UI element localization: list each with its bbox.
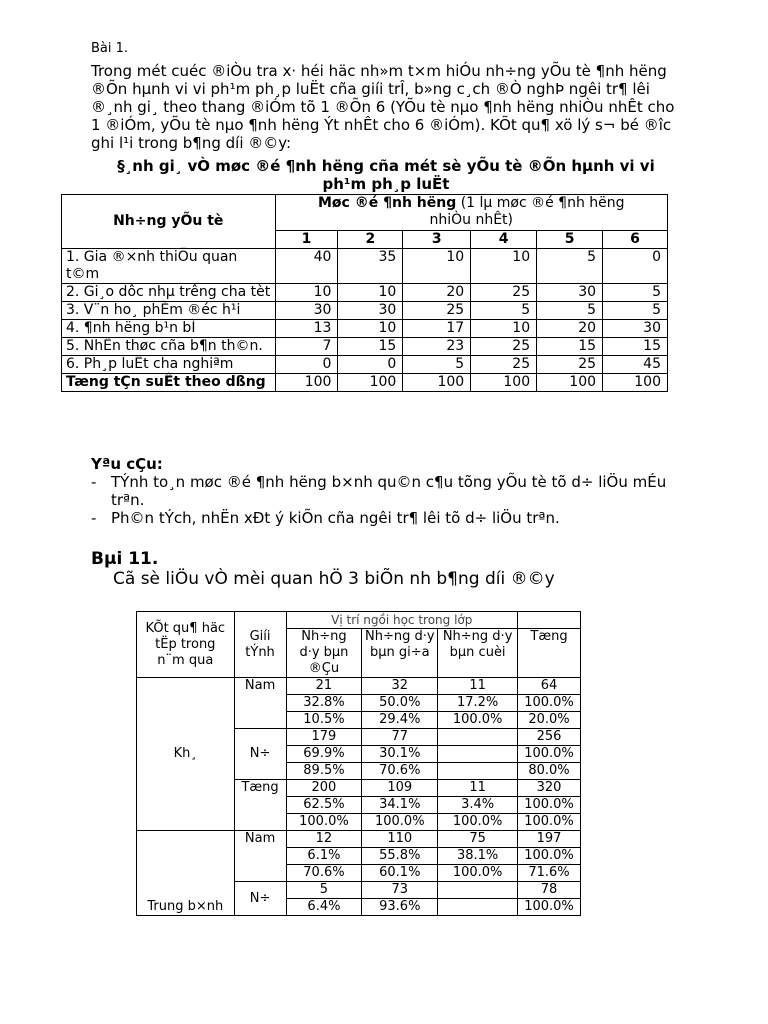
value-cell: 10 [403, 249, 471, 284]
factor-cell: 4. ¶nh hëng b¹n bÌ [62, 320, 276, 338]
caption-line: ph¹m ph¸p luËt [322, 175, 450, 193]
header-line: tÝnh [245, 644, 275, 660]
total-cell: 100 [537, 374, 603, 392]
value-cell: 100.0% [438, 865, 518, 882]
result-group-label: Trung b×nh [137, 831, 235, 916]
value-cell: 100.0% [518, 814, 581, 831]
result-group-label: Kh¸ [137, 678, 235, 831]
value-cell: 10 [275, 284, 338, 302]
level-column-header [275, 195, 667, 231]
value-cell: 77 [362, 729, 438, 746]
value-cell: 38.1% [438, 848, 518, 865]
intro-line: 1 ®iÓm, yÕu tè nµo ¶nh hëng Ýt nhÊt cho 6 ®iÓm). KÕt qu¶ xö lý s¬ bé ®îc [91, 116, 672, 134]
value-cell: 7 [275, 338, 338, 356]
gender-label: Nam [234, 678, 286, 729]
value-cell: 62.5% [286, 797, 362, 814]
factor-influence-table [61, 194, 668, 392]
value-cell: 10 [338, 320, 403, 338]
value-cell: 10.5% [286, 712, 362, 729]
value-cell: 30.1% [362, 746, 438, 763]
value-cell: 5 [537, 249, 603, 284]
value-cell: 71.6% [518, 865, 581, 882]
header-line: ®Çu [308, 661, 340, 676]
header-line: Giíi [249, 628, 271, 644]
level-header: 5 [537, 231, 603, 249]
requirement-text-cont: trªn. [111, 491, 145, 509]
value-cell: 73 [362, 882, 438, 899]
value-cell: 23 [403, 338, 471, 356]
value-cell: 64 [518, 678, 581, 695]
result-column-header [137, 612, 235, 678]
value-cell: 5 [471, 302, 537, 320]
value-cell: 5 [286, 882, 362, 899]
value-cell: 34.1% [362, 797, 438, 814]
value-cell: 11 [438, 780, 518, 797]
value-cell: 32.8% [286, 695, 362, 712]
value-cell: 10 [338, 284, 403, 302]
requirement-text: TÝnh to¸n møc ®é ¶nh hëng b×nh qu©n c¶u tõng yÕu tè tõ d÷ liÖu mÉu [111, 473, 667, 491]
caption-line: §¸nh gi¸ vÒ møc ®é ¶nh hëng cña mét sè yÕu tè ®Õn hµnh vi vi [117, 157, 655, 175]
seat-col-header [438, 629, 518, 678]
factor-cell: 2. Gi¸o dôc nhµ trêng cha tèt [62, 284, 276, 302]
header-line: Nh÷ng d·y [442, 629, 513, 644]
value-cell: 45 [603, 356, 668, 374]
value-cell: 11 [438, 678, 518, 695]
value-cell: 13 [275, 320, 338, 338]
header-line: bµn cuèi [449, 645, 506, 660]
bullet-dash: - [91, 473, 97, 491]
total-cell: 100 [403, 374, 471, 392]
table-row [62, 249, 668, 284]
gender-column-header [234, 612, 286, 678]
value-cell: 109 [362, 780, 438, 797]
value-cell: 32 [362, 678, 438, 695]
factor-cell: 1. Gia ®×nh thiÕu quan t©m [62, 249, 276, 284]
total-cell: 100 [338, 374, 403, 392]
value-cell: 256 [518, 729, 581, 746]
value-cell: 17.2% [438, 695, 518, 712]
value-cell: 69.9% [286, 746, 362, 763]
requirement-item [91, 473, 691, 509]
value-cell: 3.4% [438, 797, 518, 814]
value-cell: 25 [471, 338, 537, 356]
header-line: d·y bµn [299, 645, 349, 660]
table-row [62, 320, 668, 338]
value-cell: 320 [518, 780, 581, 797]
level-header: 1 [275, 231, 338, 249]
value-cell: 12 [286, 831, 362, 848]
value-cell: 25 [471, 356, 537, 374]
value-cell: 93.6% [362, 899, 438, 916]
intro-line: ®Õn hµnh vi vi ph¹m ph¸p luËt cña giíi trÎ, b»ng c¸ch ®Ò nghÞ ngêi tr¶ lêi [91, 80, 650, 98]
value-cell: 100.0% [518, 848, 581, 865]
seat-col-header: Tæng [518, 629, 581, 678]
value-cell: 10 [471, 320, 537, 338]
value-cell: 17 [403, 320, 471, 338]
value-cell: 5 [603, 284, 668, 302]
three-variable-table [136, 611, 581, 916]
value-cell: 6.4% [286, 899, 362, 916]
value-cell: 100.0% [518, 695, 581, 712]
requirement-text: Ph©n tÝch, nhËn xÐt ý kiÕn cña ngêi tr¶ lêi tõ d÷ liÖu trªn. [111, 509, 560, 527]
requirements-section [91, 455, 691, 527]
table-row [62, 284, 668, 302]
value-cell: 100.0% [518, 746, 581, 763]
value-cell: 70.6% [286, 865, 362, 882]
value-cell: 25 [537, 356, 603, 374]
seat-col-header [362, 629, 438, 678]
gender-label: Tæng [234, 780, 286, 831]
value-cell: 0 [338, 356, 403, 374]
value-cell: 100.0% [286, 814, 362, 831]
total-cell: 100 [471, 374, 537, 392]
exercise-11-description: Cã sè liÖu vÒ mèi quan hÖ 3 biÕn nh b¶ng díi ®©y [113, 569, 555, 589]
value-cell: 89.5% [286, 763, 362, 780]
value-cell: 25 [403, 302, 471, 320]
value-cell: 30 [338, 302, 403, 320]
exercise-1-intro [91, 62, 681, 152]
requirement-item [91, 509, 691, 527]
factor-cell: 5. NhËn thøc cña b¶n th©n. [62, 338, 276, 356]
value-cell: 10 [471, 249, 537, 284]
value-cell: 0 [275, 356, 338, 374]
level-header-rest: (1 lµ møc ®é ¶nh hëng [456, 195, 625, 211]
value-cell: 40 [275, 249, 338, 284]
total-row [62, 374, 668, 392]
value-cell: 15 [603, 338, 668, 356]
value-cell [438, 746, 518, 763]
value-cell: 20.0% [518, 712, 581, 729]
value-cell: 100.0% [518, 899, 581, 916]
value-cell: 5 [603, 302, 668, 320]
value-cell [438, 763, 518, 780]
value-cell: 21 [286, 678, 362, 695]
seat-col-header [286, 629, 362, 678]
value-cell: 6.1% [286, 848, 362, 865]
level-header: 6 [603, 231, 668, 249]
gender-label: N÷ [234, 882, 286, 916]
value-cell: 179 [286, 729, 362, 746]
header-line: bµn gi÷a [369, 645, 430, 660]
value-cell: 15 [338, 338, 403, 356]
value-cell: 5 [403, 356, 471, 374]
total-cell: 100 [603, 374, 668, 392]
level-header: 3 [403, 231, 471, 249]
header-line: tËp trong [155, 636, 216, 652]
value-cell: 20 [537, 320, 603, 338]
value-cell: 15 [537, 338, 603, 356]
value-cell: 25 [471, 284, 537, 302]
gender-label: N÷ [234, 729, 286, 780]
value-cell: 30 [603, 320, 668, 338]
value-cell: 75 [438, 831, 518, 848]
value-cell: 110 [362, 831, 438, 848]
intro-line: ®¸nh gi¸ theo thang ®iÓm tõ 1 ®Õn 6 (YÕu tè nµo ¶nh hëng nhiÒu nhÊt cho [91, 98, 675, 116]
table-row [137, 831, 581, 848]
value-cell: 197 [518, 831, 581, 848]
value-cell: 60.1% [362, 865, 438, 882]
seat-position-header: Vị trí ngồi học trong lớp [286, 612, 518, 629]
requirements-title: Yªu cÇu: [91, 455, 163, 473]
bullet-dash: - [91, 509, 97, 527]
value-cell: 100.0% [438, 712, 518, 729]
value-cell [438, 899, 518, 916]
level-header: 2 [338, 231, 403, 249]
value-cell [438, 729, 518, 746]
table-1-caption [91, 157, 681, 193]
level-header-bold: Møc ®é ¶nh hëng [317, 195, 457, 211]
value-cell: 78 [518, 882, 581, 899]
value-cell: 100.0% [438, 814, 518, 831]
intro-line: Trong mét cuéc ®iÒu tra x· héi häc nh»m t×m hiÓu nh÷ng yÕu tè ¶nh hëng [91, 62, 667, 80]
exercise-1-heading: Bài 1. [91, 41, 129, 56]
value-cell: 55.8% [362, 848, 438, 865]
gender-label: Nam [234, 831, 286, 882]
factor-cell: 3. V¨n ho¸ phÈm ®éc h¹i [62, 302, 276, 320]
exercise-11-heading: Bµi 11. [91, 549, 159, 569]
value-cell [438, 882, 518, 899]
value-cell: 50.0% [362, 695, 438, 712]
value-cell: 100.0% [362, 814, 438, 831]
factor-column-header: Nh÷ng yÕu tè [62, 195, 276, 249]
value-cell: 80.0% [518, 763, 581, 780]
factor-cell: 6. Ph¸p luËt cha nghiªm [62, 356, 276, 374]
value-cell: 29.4% [362, 712, 438, 729]
value-cell: 20 [403, 284, 471, 302]
total-label: Tæng tÇn suÊt theo dßng [62, 374, 276, 392]
header-line: KÕt qu¶ häc [145, 620, 226, 636]
value-cell: 0 [603, 249, 668, 284]
table-row [137, 678, 581, 695]
value-cell: 100.0% [518, 797, 581, 814]
header-line: n¨m qua [157, 652, 214, 668]
table-row [62, 302, 668, 320]
header-line: Nh÷ng [301, 629, 347, 644]
empty-header-cell [518, 612, 581, 629]
intro-line: ghi l¹i trong b¶ng díi ®©y: [91, 134, 292, 152]
value-cell: 200 [286, 780, 362, 797]
header-line: Nh÷ng d·y [365, 629, 435, 644]
value-cell: 70.6% [362, 763, 438, 780]
table-row [62, 338, 668, 356]
total-cell: 100 [275, 374, 338, 392]
value-cell: 30 [275, 302, 338, 320]
value-cell: 5 [537, 302, 603, 320]
value-cell: 30 [537, 284, 603, 302]
value-cell: 35 [338, 249, 403, 284]
table-row [62, 356, 668, 374]
level-header-line2: nhiÒu nhÊt) [429, 212, 514, 228]
level-header: 4 [471, 231, 537, 249]
